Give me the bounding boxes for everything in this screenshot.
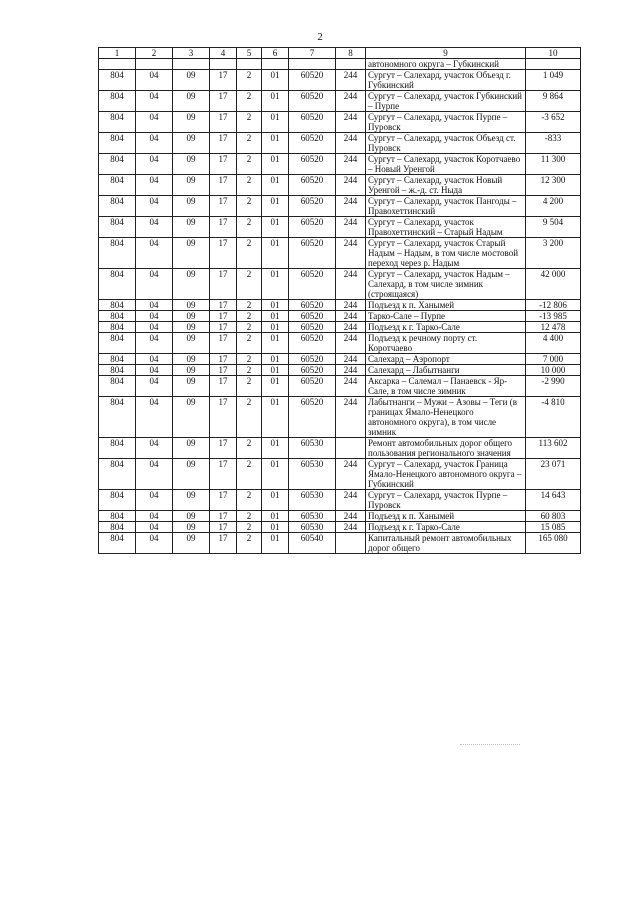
table-row (99, 59, 581, 70)
column-header-7: 7 (289, 48, 336, 59)
cell-subprogram-code: 2 (237, 238, 262, 269)
cell-direction-code: 60530 (289, 438, 336, 459)
column-header-5: 5 (237, 48, 262, 59)
cell-program-code: 17 (210, 217, 237, 238)
table-body (99, 59, 581, 554)
cell-expense-type-code: 244 (336, 70, 366, 91)
cell-subsection-code: 09 (173, 217, 210, 238)
cell-expense-type-code: 244 (336, 154, 366, 175)
cell-amount: -13 985 (526, 311, 581, 322)
cell-expense-type-code: 244 (336, 522, 366, 533)
cell-subsection-code: 09 (173, 70, 210, 91)
cell-main-activity-code: 01 (262, 322, 289, 333)
table-row (99, 397, 581, 438)
cell-amount: 165 080 (526, 533, 581, 554)
cell-direction-code: 60520 (289, 91, 336, 112)
cell-direction-code: 60530 (289, 511, 336, 522)
cell-direction-code (289, 59, 336, 70)
table-row (99, 365, 581, 376)
cell-description: автономного округа – Губкинский (366, 59, 526, 70)
cell-subprogram-code: 2 (237, 511, 262, 522)
cell-direction-code: 60530 (289, 490, 336, 511)
cell-subprogram-code: 2 (237, 322, 262, 333)
cell-program-code: 17 (210, 365, 237, 376)
cell-subprogram-code (237, 59, 262, 70)
cell-admin-code: 804 (99, 490, 136, 511)
cell-direction-code: 60530 (289, 522, 336, 533)
cell-admin-code: 804 (99, 533, 136, 554)
cell-program-code: 17 (210, 269, 237, 300)
cell-section-code: 04 (136, 154, 173, 175)
cell-subprogram-code: 2 (237, 354, 262, 365)
cell-section-code: 04 (136, 112, 173, 133)
cell-subprogram-code: 2 (237, 175, 262, 196)
cell-expense-type-code: 244 (336, 238, 366, 269)
cell-main-activity-code: 01 (262, 238, 289, 269)
cell-description: Подъезд к п. Ханымей (366, 300, 526, 311)
cell-expense-type-code: 244 (336, 354, 366, 365)
cell-amount: 9 864 (526, 91, 581, 112)
cell-admin-code: 804 (99, 112, 136, 133)
cell-section-code: 04 (136, 217, 173, 238)
cell-subprogram-code: 2 (237, 333, 262, 354)
cell-expense-type-code: 244 (336, 175, 366, 196)
cell-admin-code: 804 (99, 217, 136, 238)
cell-admin-code: 804 (99, 511, 136, 522)
cell-direction-code: 60520 (289, 238, 336, 269)
cell-subprogram-code: 2 (237, 311, 262, 322)
cell-description: Сургут – Салехард, участок Пурпе – Пуровск (366, 112, 526, 133)
cell-subsection-code: 09 (173, 154, 210, 175)
cell-description: Тарко-Сале – Пурпе (366, 311, 526, 322)
cell-section-code: 04 (136, 365, 173, 376)
cell-admin-code: 804 (99, 196, 136, 217)
cell-amount: -2 990 (526, 376, 581, 397)
cell-main-activity-code: 01 (262, 91, 289, 112)
cell-program-code: 17 (210, 522, 237, 533)
cell-direction-code: 60520 (289, 112, 336, 133)
cell-admin-code: 804 (99, 154, 136, 175)
cell-description: Лабытнанги – Мужи – Азовы – Теги (в границах Ямало-Ненецкого автономного округа), в том числе зимник (366, 397, 526, 438)
cell-subprogram-code: 2 (237, 91, 262, 112)
cell-subsection-code: 09 (173, 133, 210, 154)
cell-section-code: 04 (136, 91, 173, 112)
cell-subprogram-code: 2 (237, 365, 262, 376)
cell-program-code: 17 (210, 511, 237, 522)
cell-main-activity-code: 01 (262, 269, 289, 300)
cell-amount: -12 806 (526, 300, 581, 311)
cell-main-activity-code: 01 (262, 490, 289, 511)
cell-expense-type-code (336, 533, 366, 554)
cell-subsection-code: 09 (173, 175, 210, 196)
cell-program-code: 17 (210, 238, 237, 269)
cell-program-code: 17 (210, 438, 237, 459)
table-row (99, 175, 581, 196)
cell-direction-code: 60520 (289, 196, 336, 217)
cell-section-code: 04 (136, 490, 173, 511)
column-header-2: 2 (136, 48, 173, 59)
cell-subsection-code: 09 (173, 269, 210, 300)
cell-subsection-code: 09 (173, 365, 210, 376)
cell-description: Подъезд к г. Тарко-Сале (366, 322, 526, 333)
cell-program-code: 17 (210, 91, 237, 112)
cell-direction-code: 60520 (289, 154, 336, 175)
cell-direction-code: 60520 (289, 133, 336, 154)
cell-admin-code: 804 (99, 397, 136, 438)
cell-direction-code: 60520 (289, 322, 336, 333)
cell-section-code: 04 (136, 459, 173, 490)
cell-amount: -4 810 (526, 397, 581, 438)
cell-description: Подъезд к п. Ханымей (366, 511, 526, 522)
cell-description: Подъезд к г. Тарко-Сале (366, 522, 526, 533)
cell-expense-type-code: 244 (336, 322, 366, 333)
table-row (99, 459, 581, 490)
table-row (99, 196, 581, 217)
cell-expense-type-code: 244 (336, 133, 366, 154)
cell-amount: -833 (526, 133, 581, 154)
cell-subsection-code: 09 (173, 376, 210, 397)
budget-table (98, 47, 581, 554)
cell-expense-type-code: 244 (336, 217, 366, 238)
cell-section-code: 04 (136, 322, 173, 333)
cell-subprogram-code: 2 (237, 196, 262, 217)
cell-main-activity-code: 01 (262, 376, 289, 397)
cell-amount: 1 049 (526, 70, 581, 91)
cell-subsection-code (173, 59, 210, 70)
cell-direction-code: 60520 (289, 333, 336, 354)
cell-section-code: 04 (136, 196, 173, 217)
cell-description: Сургут – Салехард, участок Пурпе – Пуровск (366, 490, 526, 511)
cell-expense-type-code (336, 438, 366, 459)
table-row (99, 511, 581, 522)
cell-expense-type-code: 244 (336, 269, 366, 300)
cell-program-code: 17 (210, 376, 237, 397)
cell-direction-code: 60520 (289, 397, 336, 438)
cell-expense-type-code (336, 59, 366, 70)
cell-subprogram-code: 2 (237, 376, 262, 397)
cell-program-code: 17 (210, 322, 237, 333)
cell-expense-type-code: 244 (336, 311, 366, 322)
cell-subsection-code: 09 (173, 354, 210, 365)
cell-program-code: 17 (210, 154, 237, 175)
cell-expense-type-code: 244 (336, 91, 366, 112)
cell-subprogram-code: 2 (237, 459, 262, 490)
cell-program-code: 17 (210, 459, 237, 490)
cell-subprogram-code: 2 (237, 112, 262, 133)
cell-expense-type-code: 244 (336, 490, 366, 511)
table-row (99, 354, 581, 365)
cell-description: Сургут – Салехард, участок Правохеттинский – Старый Надым (366, 217, 526, 238)
cell-subprogram-code: 2 (237, 269, 262, 300)
cell-description: Сургут – Салехард, участок Надым – Салехард, в том числе зимник (строящаяся) (366, 269, 526, 300)
cell-section-code: 04 (136, 333, 173, 354)
cell-description: Аксарка – Салемал – Панаевск - Яр-Сале, в том числе зимник (366, 376, 526, 397)
cell-admin-code: 804 (99, 365, 136, 376)
table-row (99, 311, 581, 322)
cell-section-code: 04 (136, 438, 173, 459)
table-row (99, 133, 581, 154)
table-row (99, 238, 581, 269)
cell-subprogram-code: 2 (237, 154, 262, 175)
cell-subsection-code: 09 (173, 397, 210, 438)
cell-main-activity-code: 01 (262, 133, 289, 154)
cell-direction-code: 60520 (289, 269, 336, 300)
column-header-8: 8 (336, 48, 366, 59)
cell-subsection-code: 09 (173, 322, 210, 333)
column-header-10: 10 (526, 48, 581, 59)
table-row (99, 322, 581, 333)
cell-subsection-code: 09 (173, 490, 210, 511)
cell-subsection-code: 09 (173, 522, 210, 533)
cell-admin-code: 804 (99, 238, 136, 269)
cell-direction-code: 60520 (289, 70, 336, 91)
cell-amount: 4 400 (526, 333, 581, 354)
cell-amount: 3 200 (526, 238, 581, 269)
cell-direction-code: 60520 (289, 300, 336, 311)
cell-subsection-code: 09 (173, 533, 210, 554)
cell-main-activity-code: 01 (262, 397, 289, 438)
cell-description: Капитальный ремонт автомобильных дорог общего (366, 533, 526, 554)
column-header-1: 1 (99, 48, 136, 59)
cell-main-activity-code: 01 (262, 217, 289, 238)
cell-expense-type-code: 244 (336, 112, 366, 133)
cell-main-activity-code: 01 (262, 112, 289, 133)
cell-subprogram-code: 2 (237, 217, 262, 238)
cell-main-activity-code: 01 (262, 354, 289, 365)
cell-main-activity-code: 01 (262, 459, 289, 490)
table-row (99, 112, 581, 133)
cell-main-activity-code: 01 (262, 196, 289, 217)
cell-main-activity-code: 01 (262, 365, 289, 376)
cell-section-code (136, 59, 173, 70)
cell-amount: 11 300 (526, 154, 581, 175)
cell-amount: 23 071 (526, 459, 581, 490)
table-row (99, 70, 581, 91)
cell-section-code: 04 (136, 175, 173, 196)
column-header-4: 4 (210, 48, 237, 59)
table-row (99, 91, 581, 112)
cell-program-code (210, 59, 237, 70)
cell-subsection-code: 09 (173, 196, 210, 217)
cell-subprogram-code: 2 (237, 300, 262, 311)
cell-direction-code: 60520 (289, 311, 336, 322)
cell-program-code: 17 (210, 196, 237, 217)
cell-amount: 12 478 (526, 322, 581, 333)
table-row (99, 154, 581, 175)
cell-main-activity-code: 01 (262, 533, 289, 554)
cell-description: Сургут – Салехард, участок Старый Надым – Надым, в том числе мостовой переход через р. Надым (366, 238, 526, 269)
cell-admin-code: 804 (99, 133, 136, 154)
dotted-mark (460, 744, 520, 746)
cell-main-activity-code: 01 (262, 522, 289, 533)
cell-direction-code: 60540 (289, 533, 336, 554)
cell-description: Сургут – Салехард, участок Объезд ст. Пуровск (366, 133, 526, 154)
page-number: 2 (317, 31, 323, 43)
cell-subprogram-code: 2 (237, 522, 262, 533)
cell-direction-code: 60520 (289, 217, 336, 238)
cell-main-activity-code: 01 (262, 511, 289, 522)
cell-section-code: 04 (136, 269, 173, 300)
cell-amount: 4 200 (526, 196, 581, 217)
cell-expense-type-code: 244 (336, 376, 366, 397)
cell-amount: 9 504 (526, 217, 581, 238)
cell-main-activity-code: 01 (262, 175, 289, 196)
cell-program-code: 17 (210, 133, 237, 154)
cell-admin-code: 804 (99, 322, 136, 333)
column-header-6: 6 (262, 48, 289, 59)
cell-program-code: 17 (210, 533, 237, 554)
cell-admin-code: 804 (99, 300, 136, 311)
cell-description: Сургут – Салехард, участок Пангоды – Правохеттинский (366, 196, 526, 217)
cell-section-code: 04 (136, 522, 173, 533)
table-row (99, 217, 581, 238)
cell-expense-type-code: 244 (336, 365, 366, 376)
cell-subsection-code: 09 (173, 438, 210, 459)
cell-admin-code: 804 (99, 459, 136, 490)
cell-main-activity-code: 01 (262, 333, 289, 354)
cell-direction-code: 60520 (289, 354, 336, 365)
cell-amount (526, 59, 581, 70)
column-header-3: 3 (173, 48, 210, 59)
cell-admin-code: 804 (99, 522, 136, 533)
cell-description: Сургут – Салехард, участок Коротчаево – Новый Уренгой (366, 154, 526, 175)
cell-expense-type-code: 244 (336, 196, 366, 217)
cell-section-code: 04 (136, 397, 173, 438)
cell-subprogram-code: 2 (237, 70, 262, 91)
cell-subprogram-code: 2 (237, 133, 262, 154)
cell-description: Сургут – Салехард, участок Губкинский – Пурпе (366, 91, 526, 112)
cell-main-activity-code (262, 59, 289, 70)
cell-section-code: 04 (136, 238, 173, 269)
cell-direction-code: 60530 (289, 459, 336, 490)
cell-expense-type-code: 244 (336, 511, 366, 522)
cell-section-code: 04 (136, 70, 173, 91)
cell-section-code: 04 (136, 300, 173, 311)
cell-program-code: 17 (210, 175, 237, 196)
cell-admin-code: 804 (99, 438, 136, 459)
cell-amount: 12 300 (526, 175, 581, 196)
cell-amount: 113 602 (526, 438, 581, 459)
cell-expense-type-code: 244 (336, 397, 366, 438)
cell-admin-code: 804 (99, 354, 136, 365)
cell-description: Салехард – Аэропорт (366, 354, 526, 365)
cell-subsection-code: 09 (173, 511, 210, 522)
cell-admin-code: 804 (99, 311, 136, 322)
cell-section-code: 04 (136, 311, 173, 322)
cell-subprogram-code: 2 (237, 490, 262, 511)
cell-description: Ремонт автомобильных дорог общего пользования регионального значения (366, 438, 526, 459)
cell-subsection-code: 09 (173, 91, 210, 112)
cell-admin-code: 804 (99, 91, 136, 112)
cell-program-code: 17 (210, 112, 237, 133)
column-header-9: 9 (366, 48, 526, 59)
cell-program-code: 17 (210, 397, 237, 438)
cell-program-code: 17 (210, 70, 237, 91)
cell-main-activity-code: 01 (262, 300, 289, 311)
cell-main-activity-code: 01 (262, 438, 289, 459)
cell-description: Салехард – Лабытнанги (366, 365, 526, 376)
cell-description: Сургут – Салехард, участок Объезд г. Губкинский (366, 70, 526, 91)
cell-expense-type-code: 244 (336, 459, 366, 490)
cell-program-code: 17 (210, 354, 237, 365)
table-row (99, 522, 581, 533)
cell-program-code: 17 (210, 311, 237, 322)
cell-subprogram-code: 2 (237, 533, 262, 554)
table-row (99, 490, 581, 511)
cell-admin-code: 804 (99, 269, 136, 300)
cell-admin-code: 804 (99, 175, 136, 196)
cell-amount: 7 000 (526, 354, 581, 365)
cell-admin-code (99, 59, 136, 70)
table-row (99, 438, 581, 459)
cell-subsection-code: 09 (173, 238, 210, 269)
table-row (99, 533, 581, 554)
table-row (99, 333, 581, 354)
cell-subprogram-code: 2 (237, 438, 262, 459)
cell-subsection-code: 09 (173, 459, 210, 490)
cell-admin-code: 804 (99, 70, 136, 91)
cell-direction-code: 60520 (289, 376, 336, 397)
cell-section-code: 04 (136, 533, 173, 554)
cell-subsection-code: 09 (173, 112, 210, 133)
cell-amount: 60 803 (526, 511, 581, 522)
cell-subsection-code: 09 (173, 311, 210, 322)
cell-direction-code: 60520 (289, 175, 336, 196)
cell-main-activity-code: 01 (262, 70, 289, 91)
cell-program-code: 17 (210, 490, 237, 511)
table-row (99, 269, 581, 300)
cell-amount: 10 000 (526, 365, 581, 376)
cell-description: Подъезд к речному порту ст. Коротчаево (366, 333, 526, 354)
header-row (99, 48, 581, 59)
cell-admin-code: 804 (99, 333, 136, 354)
cell-subsection-code: 09 (173, 333, 210, 354)
cell-direction-code: 60520 (289, 365, 336, 376)
cell-amount: -3 652 (526, 112, 581, 133)
cell-section-code: 04 (136, 354, 173, 365)
cell-main-activity-code: 01 (262, 154, 289, 175)
cell-amount: 15 085 (526, 522, 581, 533)
table-row (99, 376, 581, 397)
cell-description: Сургут – Салехард, участок Граница Ямало-Ненецкого автономного округа – Губкинский (366, 459, 526, 490)
cell-main-activity-code: 01 (262, 311, 289, 322)
cell-admin-code: 804 (99, 376, 136, 397)
table-row (99, 300, 581, 311)
cell-expense-type-code: 244 (336, 300, 366, 311)
cell-amount: 14 643 (526, 490, 581, 511)
cell-expense-type-code: 244 (336, 333, 366, 354)
cell-section-code: 04 (136, 376, 173, 397)
cell-program-code: 17 (210, 333, 237, 354)
cell-subsection-code: 09 (173, 300, 210, 311)
cell-description: Сургут – Салехард, участок Новый Уренгой – ж.-д. ст. Ныда (366, 175, 526, 196)
cell-subprogram-code: 2 (237, 397, 262, 438)
cell-program-code: 17 (210, 300, 237, 311)
cell-amount: 42 000 (526, 269, 581, 300)
cell-section-code: 04 (136, 133, 173, 154)
cell-section-code: 04 (136, 511, 173, 522)
